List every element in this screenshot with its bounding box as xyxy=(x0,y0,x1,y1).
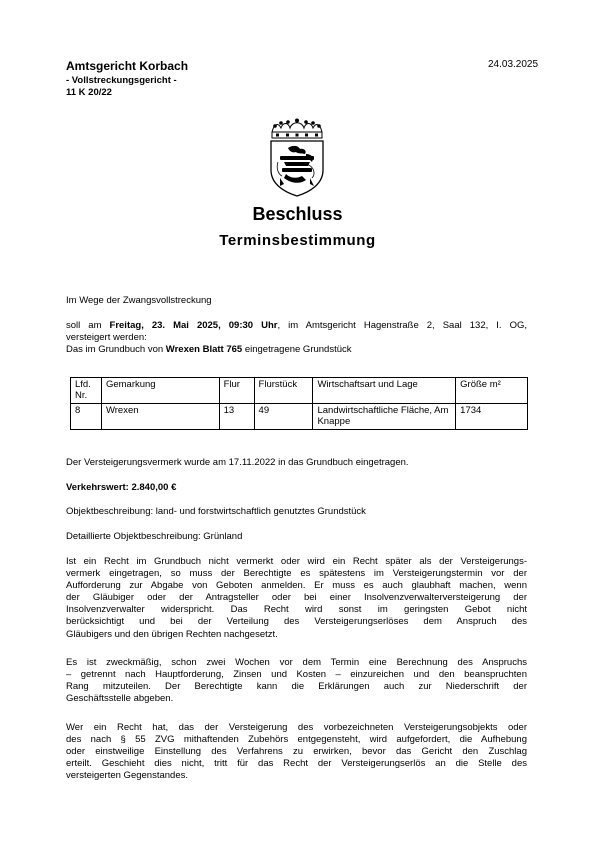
schedule-location: , im Amtsgericht Hagenstraße 2, Saal 132, I. OG, xyxy=(277,320,528,331)
court-department: - Vollstreckungsgericht - xyxy=(66,75,177,86)
paragraph-line: Es ist zweckmäßig, schon zwei Wochen vor dem Termin eine Berechnung des Anspruchs xyxy=(66,657,527,668)
schedule-line-2: versteigert werden: xyxy=(66,332,147,344)
paragraph-line: des nach § 55 ZVG mithaftenden Zubehörs entgegensteht, wird aufgefordert, die Aufhebung xyxy=(66,734,527,746)
intro-text: Im Wege der Zwangsvollstreckung xyxy=(66,295,212,306)
claim-paragraph xyxy=(66,657,527,705)
paragraph-line: erteilt. Geschieht dies nicht, tritt für das Recht der Versteigerungserlös an die Stelle des xyxy=(66,758,527,770)
paragraph-line: vermerk eingetragen, so muss der Berechtigte es spätestens im Versteigerungstermin vor der xyxy=(66,568,527,580)
paragraph-line: versteigerten Gegenstandes. xyxy=(66,770,188,782)
property-table xyxy=(70,377,528,430)
paragraph-line: Geschäftsstelle abgeben. xyxy=(66,693,174,705)
table-cell: 13 xyxy=(219,404,254,430)
header-cell: Flurstück xyxy=(254,378,313,404)
case-number: 11 K 20/22 xyxy=(66,87,112,98)
paragraph-line: Aufforderung zur Abgabe von Geboten anmelden. Er muss es auch glaubhaft machen, wenn xyxy=(66,580,527,592)
document-subtitle: Terminsbestimmung xyxy=(219,232,376,249)
paragraph-line: Rang mitzuteilen. Der Berechtigte kann die Erklärungen auch zur Niederschrift der xyxy=(66,681,527,693)
auction-datetime: Freitag, 23. Mai 2025, 09:30 Uhr xyxy=(109,320,278,331)
schedule-line-3 xyxy=(66,344,527,356)
verkehrswert: Verkehrswert: 2.840,00 € xyxy=(66,482,177,493)
schedule-line-3-post: eingetragene Grundstück xyxy=(242,344,352,356)
paragraph-line: Insolvenzverwalter widerspricht. Das Recht wird sonst im geringsten Gebot nicht xyxy=(66,604,527,616)
grundbuch-reference: Wrexen Blatt 765 xyxy=(165,344,243,356)
table-row xyxy=(71,404,528,430)
table-cell: Wrexen xyxy=(101,404,219,430)
paragraph-line: berücksichtigt und bei der Verteilung des Versteigerungserlöses dem Anspruch des xyxy=(66,616,527,628)
paragraph-line: Ist ein Recht im Grundbuch nicht vermerkt oder wird ein Recht später als der Versteigerungs- xyxy=(66,556,527,567)
schedule-line-1 xyxy=(66,320,527,332)
vermerk-text: Der Versteigerungsvermerk wurde am 17.11.2022 in das Grundbuch eingetragen. xyxy=(66,457,409,468)
schedule-line-3-pre: Das im Grundbuch von xyxy=(66,344,166,356)
objekt-beschreibung: Objektbeschreibung: land- und forstwirtschaftlich genutztes Grundstück xyxy=(66,506,366,517)
paragraph-line: oder einstweilige Einstellung des Verfahrens zu erwirken, bevor das Gericht den Zuschlag xyxy=(66,746,527,758)
table-header-row xyxy=(71,378,528,404)
paragraph-line: Gläubigers und den übrigen Rechten nachgesetzt. xyxy=(66,628,278,640)
schedule-pre: soll am xyxy=(66,320,110,331)
header-cell: Größe m² xyxy=(456,378,528,404)
table-cell: 8 xyxy=(71,404,102,430)
objection-paragraph xyxy=(66,722,527,782)
paragraph-line: – getrennt nach Hauptforderung, Zinsen und Kosten – einzureichen und den beanspruchten xyxy=(66,669,527,681)
table-cell: 49 xyxy=(254,404,313,430)
header-cell: Flur xyxy=(219,378,254,404)
document-date: 24.03.2025 xyxy=(488,59,539,70)
objekt-detail: Detaillierte Objektbeschreibung: Grünland xyxy=(66,531,243,542)
table-cell: 1734 xyxy=(456,404,528,430)
document-title: Beschluss xyxy=(252,204,343,224)
rights-paragraph xyxy=(66,556,527,641)
table-cell: Landwirtschaftliche Fläche, Am Knappe xyxy=(313,404,456,430)
paragraph-line: Wer ein Recht hat, das der Versteigerung des vorbezeichneten Versteigerungsobjekts oder xyxy=(66,722,527,733)
hesse-coat-of-arms-icon xyxy=(266,118,328,198)
header-cell: Wirtschaftsart und Lage xyxy=(313,378,456,404)
header-cell: Lfd. Nr. xyxy=(71,378,102,404)
schedule-paragraph xyxy=(66,320,527,356)
paragraph-line: der Gläubiger oder der Antragsteller oder bei einer Insolvenzverwalterversteigerung der xyxy=(66,592,527,604)
court-name: Amtsgericht Korbach xyxy=(66,59,189,73)
header-cell: Gemarkung xyxy=(101,378,219,404)
